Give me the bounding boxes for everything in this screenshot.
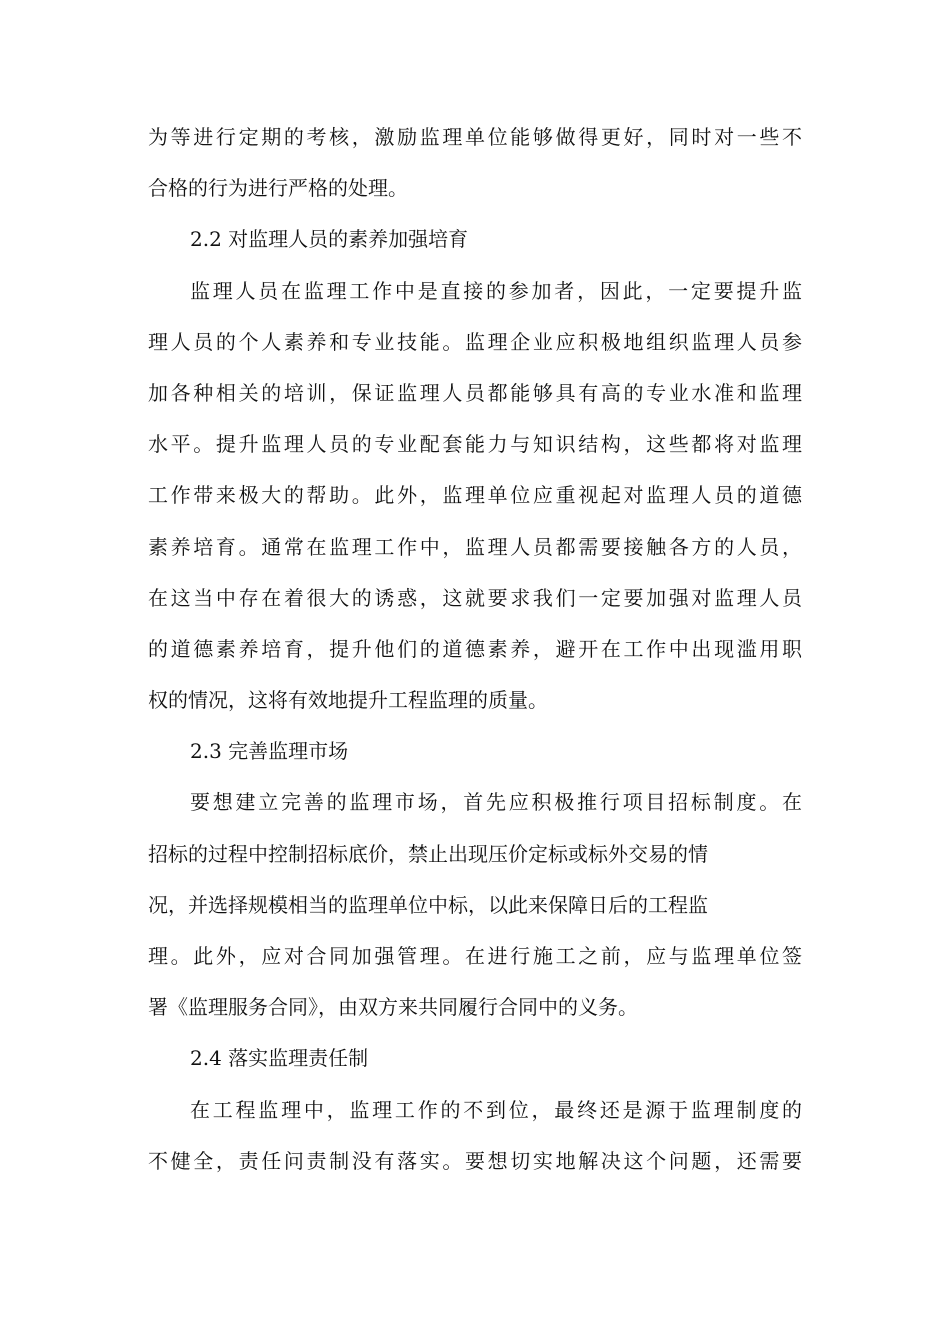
text-line: 加各种相关的培训，保证监理人员都能够具有高的专业水准和监理 (148, 380, 802, 405)
section-heading-2-2 (148, 214, 802, 265)
text-line: 理人员的个人素养和专业技能。监理企业应积极地组织监理人员参 (148, 329, 802, 354)
paragraph-2-4-body (148, 1085, 802, 1187)
section-heading-2-4 (148, 1033, 802, 1084)
text-line: 监理人员在监理工作中是直接的参加者，因此，一定要提升监 (190, 278, 802, 303)
heading-text: 2.3 完善监理市场 (190, 739, 349, 764)
text-line: 署《监理服务合同》，由双方来共同履行合同中的义务。 (148, 995, 638, 1020)
text-line: 工作带来极大的帮助。此外，监理单位应重视起对监理人员的道德 (148, 483, 802, 508)
text-line: 权的情况，这将有效地提升工程监理的质量。 (148, 688, 548, 713)
text-line: 况，并选择规模相当的监理单位中标，以此来保障日后的工程监 (148, 892, 708, 917)
section-heading-2-3 (148, 726, 802, 777)
heading-text: 2.2 对监理人员的素养加强培育 (190, 227, 469, 252)
text-line: 在这当中存在着很大的诱惑，这就要求我们一定要加强对监理人员 (148, 585, 802, 610)
text-line: 理。此外，应对合同加强管理。在进行施工之前，应与监理单位签 (148, 944, 802, 968)
text-line: 的道德素养培育，提升他们的道德素养，避开在工作中出现滥用职 (148, 636, 802, 661)
text-line: 水平。提升监理人员的专业配套能力与知识结构，这些都将对监理 (148, 432, 802, 457)
document-page (148, 112, 802, 1187)
paragraph-2-2-body (148, 266, 802, 727)
text-line: 要想建立完善的监理市场，首先应积极推行项目招标制度。在 (190, 790, 802, 815)
text-line: 为等进行定期的考核，激励监理单位能够做得更好，同时对一些不 (148, 125, 802, 149)
text-line: 招标的过程中控制招标底价，禁止出现压价定标或标外交易的情 (148, 841, 708, 866)
text-line: 在工程监理中，监理工作的不到位，最终还是源于监理制度的 (190, 1097, 802, 1122)
paragraph-2-3-body (148, 777, 802, 1033)
heading-text: 2.4 落实监理责任制 (190, 1046, 369, 1071)
paragraph-continuation (148, 112, 802, 214)
text-line: 合格的行为进行严格的处理。 (148, 176, 408, 201)
text-line: 不健全，责任问责制没有落实。要想切实地解决这个问题，还需要 (148, 1148, 802, 1173)
text-line: 素养培育。通常在监理工作中，监理人员都需要接触各方的人员， (148, 534, 802, 559)
